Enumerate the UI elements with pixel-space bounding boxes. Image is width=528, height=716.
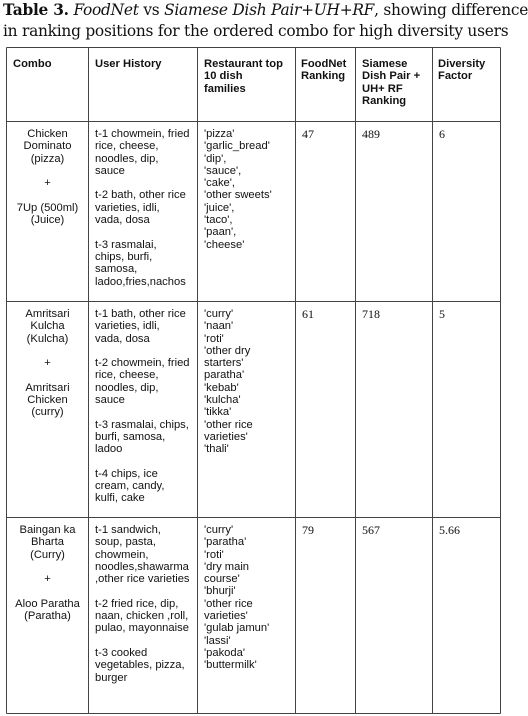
row-1-foodnet-ranking: 47 xyxy=(302,127,314,141)
family-line: varieties' xyxy=(204,430,248,443)
family-line: 'lassi' xyxy=(204,634,231,647)
row-2-combo xyxy=(7,308,88,419)
family-line: 'other rice xyxy=(204,597,253,610)
family-line: 'other dry xyxy=(204,344,251,357)
row-3-user-history xyxy=(95,524,190,684)
header-restaurant-families xyxy=(204,58,283,95)
history-line: t-3 rasmalai, xyxy=(95,238,157,251)
history-line: samosa, xyxy=(95,263,138,276)
family-line: 'buttermilk' xyxy=(204,659,257,672)
header-line: 10 dish xyxy=(204,70,243,83)
combo-line: Bharta xyxy=(31,536,64,549)
history-line: cream, candy, xyxy=(95,480,165,493)
family-line: course' xyxy=(204,573,240,586)
history-line: ladoo xyxy=(95,443,123,456)
combo-line: Chicken xyxy=(27,128,68,140)
header-combo-label: Combo xyxy=(13,58,52,70)
family-line: 'juice', xyxy=(204,201,235,214)
family-line: 'pakoda' xyxy=(204,646,245,659)
history-line: ,other rice varieties xyxy=(95,573,190,586)
history-line: t-1 sandwich, xyxy=(95,524,161,536)
combo-plus: + xyxy=(44,177,51,190)
history-line: pulao, mayonnaise xyxy=(95,622,189,635)
row-2-siamese-ranking: 718 xyxy=(362,307,380,321)
row-2-foodnet-ranking: 61 xyxy=(302,307,314,321)
family-line: 'kulcha' xyxy=(204,394,241,407)
history-line: vegetables, pizza, xyxy=(95,659,185,672)
history-line: varieties, idli, xyxy=(95,201,160,214)
history-line: t-2 chowmein, fried xyxy=(95,357,190,370)
row-2-dish-families xyxy=(204,308,253,456)
row-2-user-history xyxy=(95,308,190,505)
family-line: 'tikka' xyxy=(204,406,232,419)
history-line: vada, dosa xyxy=(95,214,150,227)
family-line: 'roti' xyxy=(204,548,224,561)
family-line: 'thali' xyxy=(204,443,229,456)
history-line: sauce xyxy=(95,164,125,177)
history-line: burfi, samosa, xyxy=(95,430,166,443)
family-line: 'naan' xyxy=(204,320,234,333)
header-line: Restaurant top xyxy=(204,58,283,70)
caption-vs: vs xyxy=(143,1,160,19)
row-3-dish-families xyxy=(204,524,269,672)
combo-plus: + xyxy=(44,357,51,370)
row-3-foodnet-ranking: 79 xyxy=(302,523,314,537)
history-line: sauce xyxy=(95,394,125,407)
row-1-siamese-ranking: 489 xyxy=(362,127,380,141)
history-line: t-1 bath, other rice xyxy=(95,308,186,320)
family-line: starters' xyxy=(204,357,244,370)
history-line: noodles, dip, xyxy=(95,152,159,165)
family-line: 'paratha' xyxy=(204,536,247,549)
combo-line: Amritsari xyxy=(25,381,70,394)
family-line: 'taco', xyxy=(204,214,233,227)
family-line: 'gulab jamun' xyxy=(204,622,270,635)
family-line: varieties' xyxy=(204,610,248,623)
header-line: UH+ RF xyxy=(362,82,403,95)
history-line: t-4 chips, ice xyxy=(95,467,158,480)
row-3-combo xyxy=(7,524,88,622)
header-siamese-ranking xyxy=(362,58,420,108)
row-3-siamese-ranking: 567 xyxy=(362,523,380,537)
history-line: ladoo,fries,nachos xyxy=(95,275,186,288)
history-line: soup, pasta, xyxy=(95,536,156,549)
combo-line: (Paratha) xyxy=(24,610,71,623)
family-line: 'kebab' xyxy=(204,381,239,394)
row-1-combo xyxy=(7,128,88,226)
caption-label: Table 3. xyxy=(3,1,69,19)
combo-line: Amritsari xyxy=(25,308,70,320)
header-combo xyxy=(13,58,52,70)
history-line: naan, chicken ,roll, xyxy=(95,610,189,623)
history-line: vada, dosa xyxy=(95,332,150,345)
caption-model-a: FoodNet xyxy=(73,1,139,19)
history-line: noodles, dip, xyxy=(95,381,159,394)
family-line: 'pizza' xyxy=(204,128,235,140)
family-line: 'roti' xyxy=(204,332,224,345)
row-1-dish-families xyxy=(204,128,272,251)
history-line: noodles,shawarma xyxy=(95,560,189,573)
combo-line: Aloo Paratha xyxy=(15,597,80,610)
combo-line: Kulcha xyxy=(30,320,65,333)
row-1-diversity-factor: 6 xyxy=(439,127,445,141)
caption-model-b: Siamese Dish Pair+UH+RF xyxy=(164,1,375,19)
history-line: rice, cheese, xyxy=(95,140,159,153)
header-line: Siamese xyxy=(362,58,408,70)
family-line: 'other sweets' xyxy=(204,189,272,202)
combo-line: (Juice) xyxy=(30,214,65,227)
header-line: Ranking xyxy=(362,95,407,108)
history-line: rice, cheese, xyxy=(95,369,159,382)
combo-line: (Curry) xyxy=(30,548,65,561)
row-3-diversity-factor: 5.66 xyxy=(439,523,460,537)
family-line: 'paan', xyxy=(204,226,237,239)
history-line: chowmein, xyxy=(95,548,149,561)
history-line: t-3 rasmalai, chips, xyxy=(95,418,189,431)
history-line: t-1 chowmein, fried xyxy=(95,128,190,140)
combo-line: (curry) xyxy=(31,406,64,419)
family-line: 'other rice xyxy=(204,418,253,431)
family-line: 'curry' xyxy=(204,524,234,536)
combo-line: (pizza) xyxy=(30,152,65,165)
combo-line: Chicken xyxy=(27,394,68,407)
caption-rest: , showing difference xyxy=(374,1,528,19)
family-line: 'curry' xyxy=(204,308,234,320)
history-line: t-2 bath, other rice xyxy=(95,189,186,202)
family-line: 'garlic_bread' xyxy=(204,140,270,153)
family-line: 'dry main xyxy=(204,560,250,573)
combo-line: (Kulcha) xyxy=(26,332,69,345)
history-line: burger xyxy=(95,671,128,684)
history-line: t-3 cooked xyxy=(95,646,148,659)
history-line: chips, burfi, xyxy=(95,250,153,263)
header-line: families xyxy=(204,82,246,95)
header-line: Factor xyxy=(438,70,473,83)
history-line: kulfi, cake xyxy=(95,492,145,505)
family-line: 'dip', xyxy=(204,152,227,165)
row-2-diversity-factor: 5 xyxy=(439,307,445,321)
family-line: 'cheese' xyxy=(204,238,245,251)
combo-plus: + xyxy=(44,573,51,586)
header-line: FoodNet xyxy=(301,58,347,70)
family-line: 'sauce', xyxy=(204,164,242,177)
history-line: varieties, idli, xyxy=(95,320,160,333)
history-line: t-2 fried rice, dip, xyxy=(95,597,179,610)
combo-line: 7Up (500ml) xyxy=(16,201,79,214)
header-line: Dish Pair + xyxy=(362,70,421,83)
family-line: 'bhurji' xyxy=(204,585,236,598)
combo-line: Dominato xyxy=(23,140,72,153)
family-line: 'cake', xyxy=(204,177,236,190)
header-user-history xyxy=(95,58,162,70)
caption-line-2: in ranking positions for the ordered combo for high diversity users xyxy=(3,22,509,40)
row-1-user-history xyxy=(95,128,190,288)
family-line: paratha' xyxy=(204,369,245,382)
header-diversity-factor xyxy=(438,58,485,83)
header-line: Ranking xyxy=(301,70,346,83)
header-foodnet-ranking xyxy=(301,58,346,83)
combo-line: Baingan ka xyxy=(19,524,76,536)
header-user-history-label: User History xyxy=(95,58,162,70)
header-line: Diversity xyxy=(438,58,486,70)
